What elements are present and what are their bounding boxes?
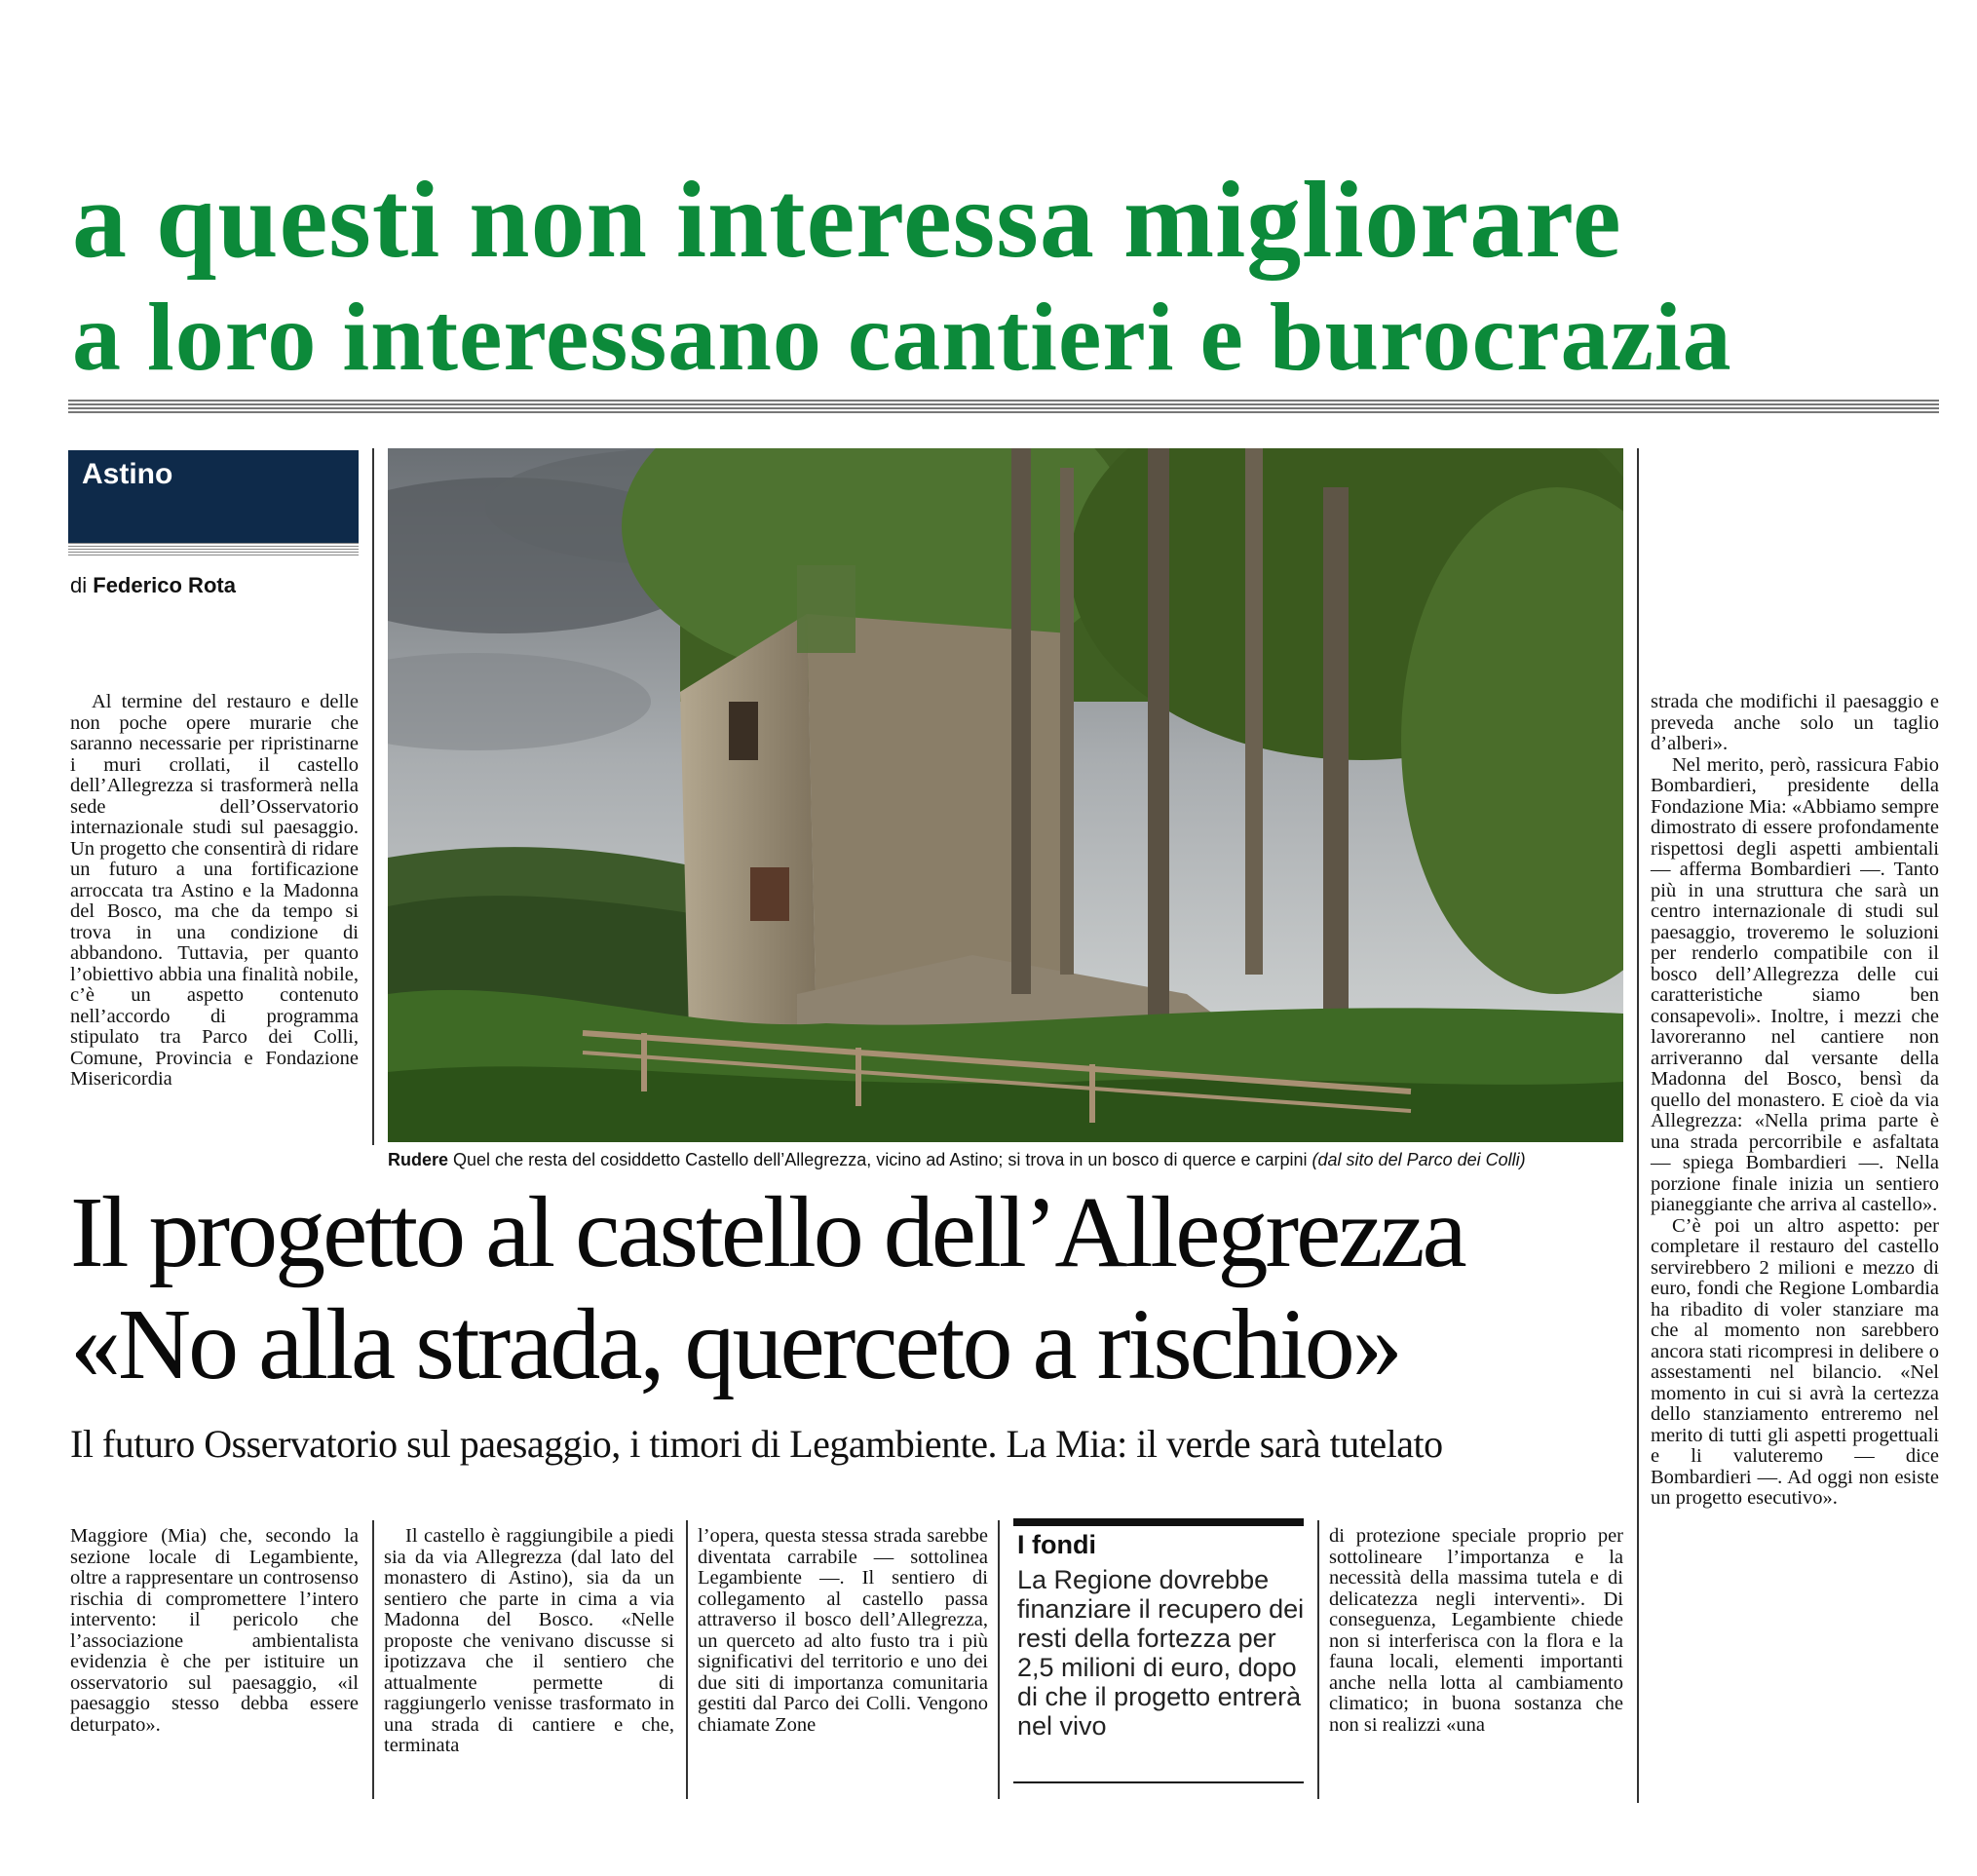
top-rule: [68, 400, 1939, 413]
headline-line-1: Il progetto al castello dell’Allegrezza: [70, 1176, 1464, 1288]
article-column-5: [1329, 1526, 1623, 1736]
sidebar-bottom-rule: [1013, 1781, 1304, 1783]
castle-ruin-photo: [388, 448, 1623, 1142]
column-rule: [372, 1520, 374, 1799]
banner-line-2: a loro interessano cantieri e burocrazia: [72, 283, 1732, 391]
article-paragraph: Il castello è raggiungibile a piedi sia da via Allegrezza (dal lato del monastero di Astino), sia da un sentiero che parte in cima a via Madonna del Bosco. «Nelle proposte che venivano discusse si ipotizzava che il sentiero che attualmente permette di raggiungerlo venisse trasformato in una strada di cantiere e che, terminata: [384, 1525, 674, 1756]
byline-author: Federico Rota: [93, 573, 236, 597]
subheadline: Il futuro Osservatorio sul paesaggio, i timori di Legambiente. La Mia: il verde sarà tutelato: [70, 1422, 1443, 1466]
byline: [70, 573, 236, 598]
caption-label: Rudere: [388, 1150, 449, 1169]
section-label: Astino: [82, 458, 173, 490]
article-paragraph: l’opera, questa stessa strada sarebbe diventata carrabile — sottolinea Legambiente —. Il sentiero di collegamento al castello passa attraverso il bosco dell’Allegrezza, un querceto ad alto fusto tra i più significativi del territorio e uno dei due siti di importanza comunitaria gestiti dal Parco dei Colli. Vengono chiamate Zone: [698, 1525, 988, 1736]
section-rule: [68, 543, 359, 556]
photo-caption: [388, 1150, 1625, 1170]
headline-line-2: «No alla strada, querceto a rischio»: [70, 1288, 1400, 1400]
article-paragraph: Al termine del restauro e delle non poche opere murarie che saranno necessarie per ripristinarne i muri crollati, il castello dell’Allegrezza si trasformerà nella sede dell’Osservatorio internazionale studi sul paesaggio. Un progetto che consentirà di ridare un futuro a una fortificazione arroccata tra Astino e la Madonna del Bosco, ma che da tempo si trova in una condizione di abbandono. Tuttavia, per quanto l’obiettivo abbia una finalità nobile, c’è un aspetto contenuto nell’accordo di programma stipulato tra Parco dei Colli, Comune, Provincia e Fondazione Misericordia: [70, 691, 359, 1090]
column-rule: [1317, 1520, 1319, 1799]
byline-prefix: di: [70, 573, 88, 597]
article-column-6: [1651, 692, 1939, 1510]
article-column-4: [698, 1526, 988, 1736]
caption-credit: (dal sito del Parco dei Colli): [1312, 1150, 1526, 1169]
article-column-1: [70, 692, 359, 1091]
column-rule: [686, 1520, 688, 1799]
article-column-2: [70, 1526, 359, 1736]
article-paragraph: strada che modifichi il paesaggio e preveda anche solo un taglio d’alberi».: [1651, 691, 1939, 754]
banner-line-1: a questi non interessa migliorare: [72, 160, 1622, 281]
sidebar-top-bar: [1013, 1518, 1304, 1526]
article-paragraph: Nel merito, però, rassicura Fabio Bombardieri, presidente della Fondazione Mia: «Abbiamo sempre dimostrato di essere profondamente rispettosi degli aspetti ambientali — afferma Bombardieri —. Tanto più in una struttura che sarà un centro internazionale di studi sul paesaggio, troveremo le soluzioni per renderlo compatibile con il bosco dell’Allegrezza delle cui caratteristiche siamo ben consapevoli». Inoltre, i mezzi che lavoreranno nel cantiere non arriveranno dal versante della Madonna del Bosco, bensì da quello del monastero. E cioè da via Allegrezza: «Nella prima parte è una strada percorribile e asfaltata — spiega Bombardieri —. Nella porzione finale inizia un sentiero pianeggiante che arriva al castello».: [1651, 753, 1939, 1215]
article-column-3: [384, 1526, 674, 1757]
article-paragraph: C’è poi un altro aspetto: per completare il restauro del castello servirebbero 2 milioni e mezzo di euro, fondi che Regione Lombardia ha ribadito di voler stanziare ma che al momento non sarebbero ancora stati ricompresi in delibere o assestamenti nel bilancio. «Nel momento in cui si avrà la certezza dello stanziamento entreremo nel merito di tutti gli aspetti progettuali e li valuteremo — dice Bombardieri —. Ad oggi non esiste un progetto esecutivo».: [1651, 1214, 1939, 1509]
caption-text: Quel che resta del cosiddetto Castello dell’Allegrezza, vicino ad Astino; si trova in un bosco di querce e carpini: [453, 1150, 1308, 1169]
sidebar-text: La Regione dovrebbe finanziare il recupero dei resti della fortezza per 2,5 milioni di euro, dopo di che il progetto entrerà nel vivo: [1017, 1565, 1305, 1741]
column-rule: [1637, 448, 1639, 1803]
column-rule: [998, 1520, 1000, 1799]
article-paragraph: di protezione speciale proprio per sottolineare l’importanza e la necessità della massima tutela e di delicatezza negli interventi». Di conseguenza, Legambiente chiede non si interferisca con la flora e la fauna locali, elementi importanti anche nella lotta al cambiamento climatico; in buona sostanza che non si realizzi «una: [1329, 1525, 1623, 1736]
sidebar-title: I fondi: [1017, 1530, 1096, 1559]
article-paragraph: Maggiore (Mia) che, secondo la sezione locale di Legambiente, oltre a rappresentare un controsenso rischia di compromettere l’intero intervento: il pericolo che l’associazione ambientalista evidenzia è che per istituire un osservatorio sul paesaggio, «il paesaggio stesso debba essere deturpato».: [70, 1525, 359, 1736]
column-rule: [372, 448, 374, 1145]
